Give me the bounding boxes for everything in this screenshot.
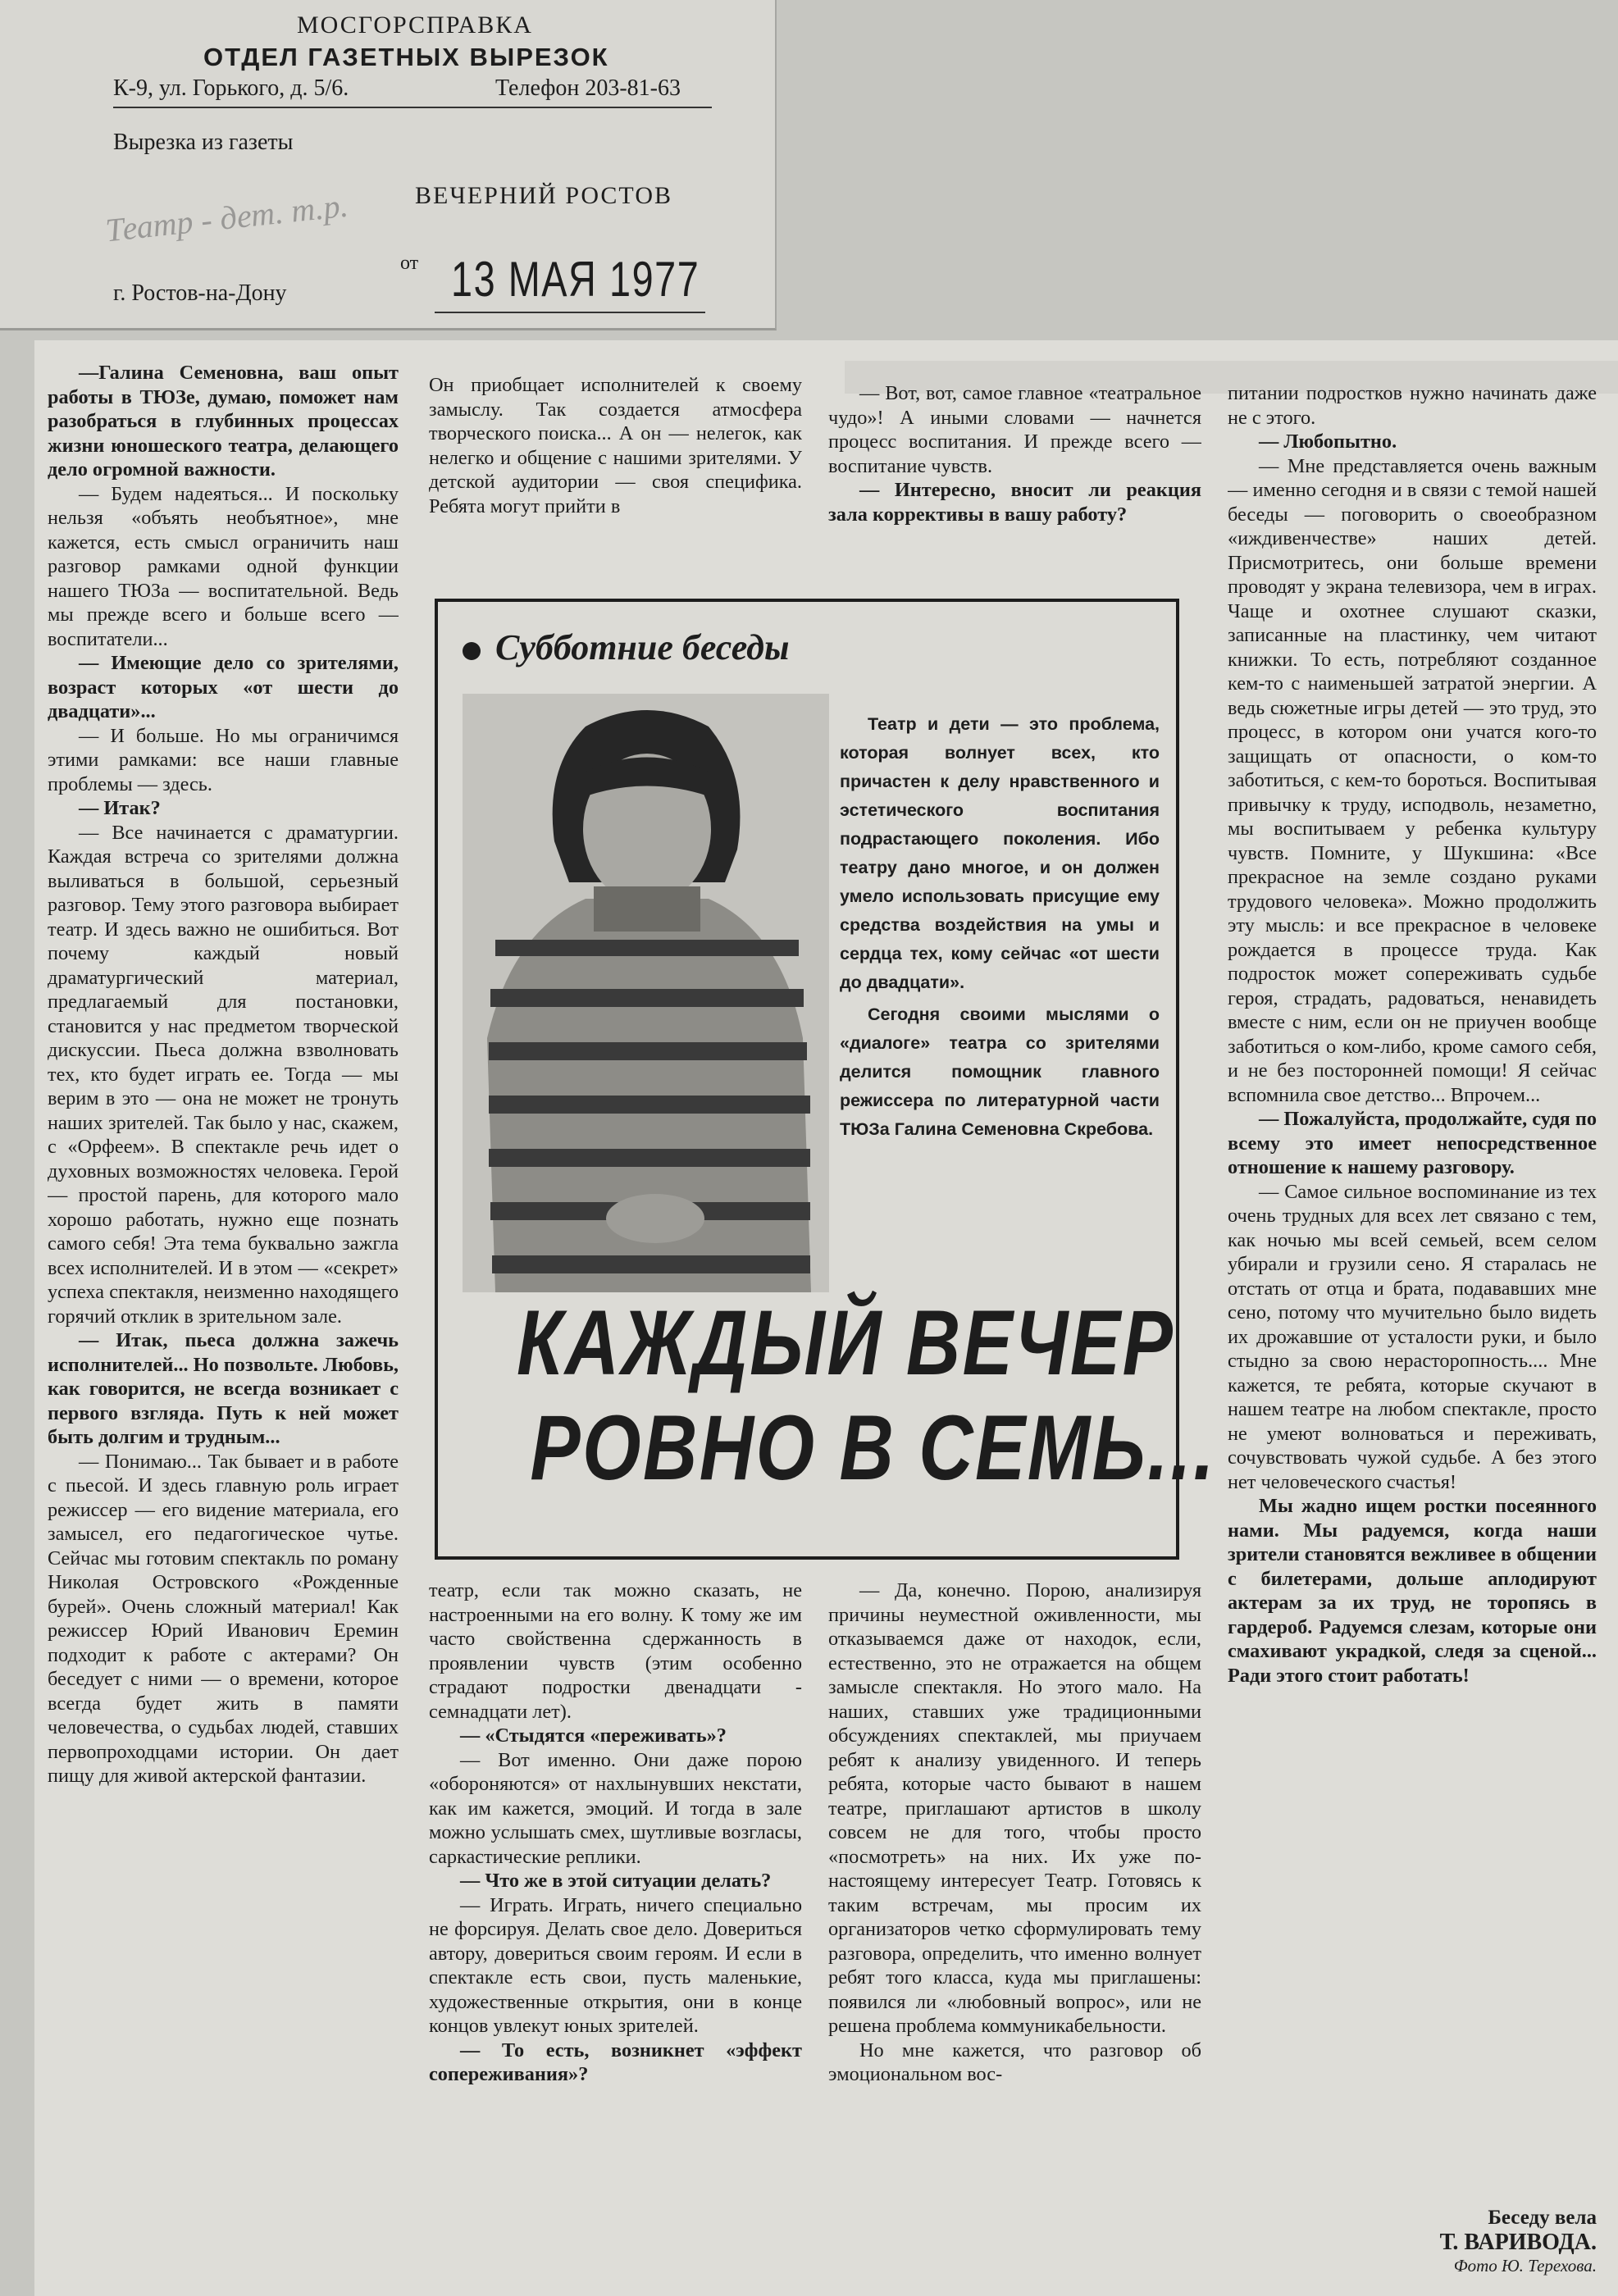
answer-paragraph: — Вот, вот, самое главное «театральное чудо»! А иными словами — начнется процесс воспитания. И прежде всего — воспитание чувств.: [828, 382, 1201, 477]
answer-paragraph: — Будем надеяться... И поскольку нельзя «объять необъятное», мне кажется, есть смысл ограничить наш разговор рамками одной функции нашего ТЮЗа — воспитательной. Ведь мы прежде всего и больше всего — воспитатели...: [48, 482, 399, 650]
answer-paragraph: Но мне кажется, что разговор об эмоциональном вос-: [828, 2039, 1201, 2085]
city-name: г. Ростов-на-Дону: [113, 280, 287, 306]
department-name: ОТДЕЛ ГАЗЕТНЫХ ВЫРЕЗОК: [203, 43, 609, 71]
question-paragraph: —Галина Семеновна, ваш опыт работы в ТЮЗе, думаю, поможет нам разобраться в глубинных процессах жизни юношеского театра, делающего дело огромной важности.: [48, 362, 399, 481]
article-column-2-top: [429, 373, 802, 570]
agency-phone: Телефон 203-81-63: [495, 75, 681, 101]
answer-paragraph: — Да, конечно. Порою, анализируя причины неуместной оживленности, мы отказываемся даже от находок, если, естественно, это не отражается на общем замысле спектакля. Но этого мало. На наших, ставших уже традиционными обсуждениях спектаклей, мы приучаем ребят к анализу увиденного. И теперь ребята, которые часто бывают в нашем театре, приглашают артистов в школу совсем не для того, чтобы просто «посмотреть» на них. Их уже по-настоящему интересует Театр. Готовясь к таким встречам, мы просим их организаторов четко сформулировать тему разговора, определить, что именно волнует ребят того класса, куда мы приглашены: появился ли «любовный вопрос», или не решена проблема коммуникабельности.: [828, 1579, 1201, 2037]
headline-line-1: КАЖДЫЙ ВЕЧЕР: [517, 1292, 1175, 1394]
agency-name: МОСГОРСПРАВКА: [297, 11, 533, 39]
question-paragraph: — «Стыдятся «переживать»?: [460, 1724, 727, 1747]
newspaper-name: ВЕЧЕРНИЙ РОСТОВ: [415, 182, 673, 209]
answer-paragraph: — Самое сильное воспоминание из тех очень трудных для всех лет связано с тем, как ночью мы всей семьей, всем селом убирали и грузили сено. Я старалась не отстать от отца и брата, подававших мне сено, потому что мучительно было видеть их дрожавшие от усталости руки, и было стыдно за свою нерасторопность.... Мне кажется, те ребята, которые скучают в нашем театре на любом спектакле, просто не умеют волноваться и переживать, сочувствовать чужой судьбе. А без этого нет человеческого счастья!: [1228, 1180, 1597, 1493]
answer-paragraph: — Мне представляется очень важным — именно сегодня и в связи с темой нашей беседы — поговорить о своеобразном «иждивенчестве» наших детей. Присмотритесь, они больше времени проводят у экрана телевизора, чем в играх. Чаще и охотнее слушают сказки, записанные на пластинку, чем читают книжки. То есть, потребляют созданное кем-то с наименьшей затратой энергии. А ведь сюжетные игры детей — это труд, это процесс, в котором они учатся кого-то защищать от опасности, о ком-то заботиться, с кем-то бороться. Воспитывая привычку к труду, исподволь, незаметно, мы воспитываем у ребенка культуру чувств. Помните, у Шукшина: «Все прекрасное на земле создано руками трудового человека». Можно продолжить эту мысль: и все прекрасное в человеке рождается в процессе труда. Как подросток может сопереживать судьбе героя, страдать, радоваться, ненавидеть вместе с ним, если он не приучен вообще заботиться о ком-либо, кроме самого себя, и не без посторонней помощи! Я сейчас вспомнила свое детство... Впрочем...: [1228, 454, 1597, 1106]
answer-paragraph: — Понимаю... Так бывает и в работе с пьесой. И здесь главную роль играет режиссер — его видение материала, его замысел, его педагогическое чутье. Сейчас мы готовим спектакль по роману Николая Островского «Рожденные бурей». Очень сложный материал! Как режиссер Юрий Иванович Еремин подходит к работе с актерами? Он беседует с ними — о времени, которое всегда будет жить в памяти человечества, о судьбах людей, ставших первопроходцами истории. Он дает пищу для живой актерской фантазии.: [48, 1450, 399, 1787]
from-word: от: [400, 253, 419, 274]
clipping-label: [0, 0, 777, 330]
article-column-2-bottom: [429, 1578, 802, 2292]
date-stamp: 13 МАЯ 1977: [451, 252, 700, 307]
handwritten-note: Театр - дет. т.р.: [103, 186, 350, 249]
article-column-4: [1228, 381, 1597, 2177]
article-column-3-top: [828, 381, 1201, 578]
intro-text: [840, 710, 1160, 1147]
rubric-text: Субботние беседы: [495, 627, 790, 667]
question-paragraph: — Любопытно.: [1259, 430, 1397, 453]
intro-paragraph: Сегодня своими мыслями о «диалоге» театра со зрителями делится помощник главного режиссера по литературной части ТЮЗа Галина Семеновна Скребова.: [840, 1004, 1160, 1139]
byline: [1228, 2206, 1597, 2288]
clipping-from-label: Вырезка из газеты: [113, 130, 294, 155]
closing-paragraph: Мы жадно ищем ростки посеянного нами. Мы радуемся, когда наши зрители становятся вежливее в общении с билетерами, дольше аплодируют актерам за их труд, не торопясь в гардероб. Радуемся слезам, которые они смахивают украдкой, следя за сценой... Ради этого стоит работать!: [1228, 1495, 1597, 1687]
byline-author: Т. ВАРИВОДА.: [1439, 2229, 1597, 2255]
question-paragraph: — Пожалуйста, продолжайте, судя по всему это имеет непосредственное отношение к нашему разговору.: [1228, 1108, 1597, 1178]
article-column-3-bottom: [828, 1578, 1201, 2292]
portrait-photo-image: [463, 694, 829, 1292]
article-column-1: [48, 361, 399, 2288]
bullet-icon: [463, 642, 481, 660]
article-headline: [517, 1291, 1216, 1501]
address-underline: [113, 107, 712, 108]
answer-paragraph: — Играть. Играть, ничего специально не форсируя. Делать свое дело. Довериться автору, довериться своим героям. И если в спектакле есть свои, пусть маленькие, художественные открытия, они в конце концов увлекут юных зрителей.: [429, 1893, 802, 2037]
question-paragraph: — Интересно, вносит ли реакция зала коррективы в вашу работу?: [828, 479, 1201, 526]
answer-paragraph: — И больше. Но мы ограничимся этими рамками: все наши главные проблемы — здесь.: [48, 724, 399, 795]
intro-paragraph: Театр и дети — это проблема, которая волнует всех, кто причастен к делу нравственного и эстетического воспитания подрастающего поколения. Ибо театру дано многое, и он должен умело использовать присущие ему средства воздействия на умы и сердца тех, кому сейчас «от шести до двадцати».: [840, 714, 1160, 992]
question-paragraph: — Итак?: [79, 797, 161, 819]
feature-box: [435, 599, 1217, 1560]
answer-paragraph: — Все начинается с драматургии. Каждая встреча со зрителями должна выливаться в большой, серьезный разговор. Тему этого разговора выбирает театр. И здесь важно не ошибиться. Вот почему каждый новый драматургический материал, предлагаемый для постановки, становится у нас предметом творческой дискуссии. Пьеса должна взволновать тех, кто будет играть ее. Тогда — мы верим в это — она не может не тронуть наших зрителей. Так было у нас, скажем, с «Орфеем». В спектакле речь идет о духовных возможностях человека. Герой — простой парень, для которого мало хорошо работать, нужно еще познать самого себя! Эта тема буквально зажгла всех исполнителей. И в этом — «секрет» успеха спектакля, неизменно находящего горячий отклик в зрительном зале.: [48, 821, 399, 1328]
byline-conducted: Беседу вела: [1488, 2207, 1597, 2229]
headline-line-2: РОВНО В СЕМЬ...: [530, 1396, 1217, 1499]
answer-paragraph: театр, если так можно сказать, не настроенными на его волну. К тому же им часто свойственна сдержанность в проявлении чувств (этим особенно страдают подростки двенадцати - семнадцати лет).: [429, 1579, 802, 1723]
date-underline: [435, 312, 705, 313]
answer-paragraph: — Вот именно. Они даже порою «обороняются» от нахлынувших некстати, как им кажется, эмоций. И тогда в зале можно услышать смех, шутливые возгласы, саркастические реплики.: [429, 1748, 802, 1868]
question-paragraph: — Итак, пьеса должна зажечь исполнителей... Но позвольте. Любовь, как говорится, не всегда возникает с первого взгляда. Путь к ней может быть долгим и трудным...: [48, 1329, 399, 1448]
rubric-title: [463, 626, 790, 668]
byline-photo-credit: Фото Ю. Терехова.: [1453, 2256, 1597, 2276]
answer-paragraph: питании подростков нужно начинать даже не с этого.: [1228, 382, 1597, 429]
question-paragraph: — То есть, возникнет «эффект сопереживания»?: [429, 2039, 802, 2085]
portrait-photo: [463, 694, 829, 1292]
answer-paragraph: Он приобщает исполнителей к своему замыслу. Так создается атмосфера творческого поиска... А он — нелегок, как нелегко и общение с нашими зрителями. У детской аудитории — своя специфика. Ребята могут прийти в: [429, 374, 802, 517]
question-paragraph: — Имеющие дело со зрителями, возраст которых «от шести до двадцати»...: [48, 652, 399, 722]
agency-address: К-9, ул. Горького, д. 5/6.: [113, 75, 349, 101]
question-paragraph: — Что же в этой ситуации делать?: [460, 1870, 772, 1892]
